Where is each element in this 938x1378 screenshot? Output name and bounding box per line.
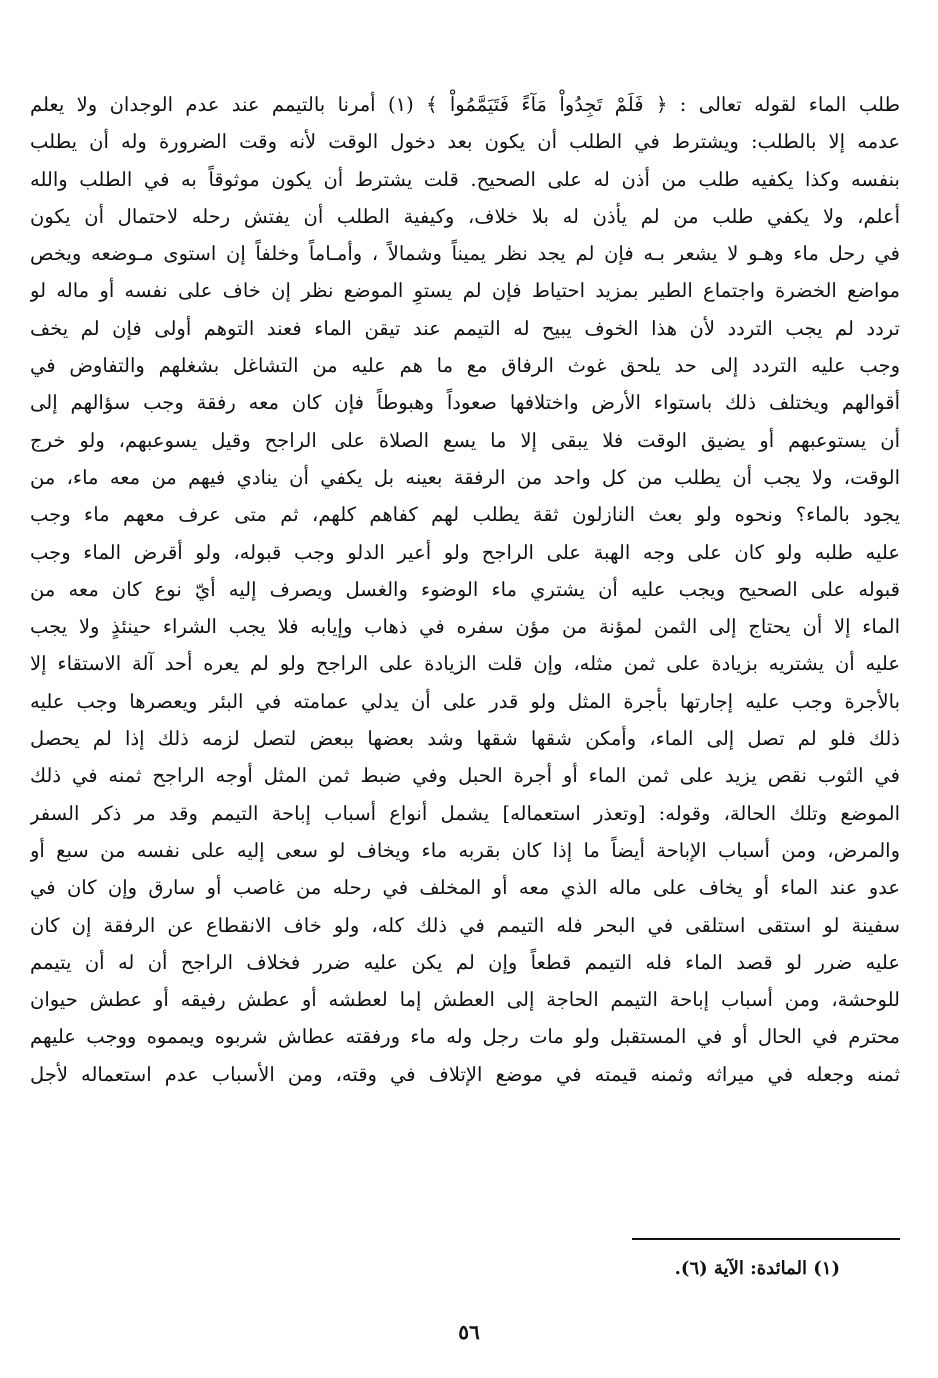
main-text-block	[30, 86, 900, 1093]
text-line: في الثوب نقص يزيد على ثمن الماء أو أجرة الحبل وفي ضبط ثمن المثل أوجه الراجح ثمنه في ذلك	[30, 764, 900, 788]
text-line: عدو عند الماء أو يخاف على ماله الذي معه أو المخلف في رحله من غاصب أو سارق وإن كان في	[30, 876, 900, 900]
text-line: يجود بالماء؟ ونحوه ولو بعث النازلون ثقة يطلب لهم كفاهم كلهم، ثم متى عرف معهم ماء وجب	[30, 503, 900, 527]
text-line: ذلك فلو لم تصل إلى الماء، وأمكن شقها شقها وشد بعضها ببعض لتصل لزمه ذلك إذا لم يحصل	[30, 727, 900, 751]
text-line: مواضع الخضرة واجتماع الطير بمزيد احتياط فإن لم يستوِ الموضع نظر إن خاف على نفسه أو ماله لو	[30, 279, 900, 303]
text-line: عليه طلبه ولو كان على وجه الهبة على الراجح ولو أعير الدلو وجب قبوله، ولو أقرض الماء وجب	[30, 540, 900, 564]
text-line: قبوله على الصحيح ويجب عليه أن يشتري ماء الوضوء والغسل ويصرف إليه أيّ نوع كان معه من	[30, 577, 900, 601]
text-line: طلب الماء لقوله تعالى : ﴿ فَلَمْ تَجِدُواْ مَآءً فَتَيَمَّمُواْ ﴾ (١) أمرنا بالتيمم عند عدم الوجدان ولا يعلم	[30, 93, 900, 116]
text-line: سفينة لو استقى استلقى في البحر فله التيمم في ذلك كله، ولو خاف الانقطاع عن الرفقة إن كان	[30, 913, 900, 937]
text-line: أقوالهم ويختلف ذلك باستواء الأرض واختلافها صعوداً وهبوطاً فإن كان معه رفقة وجب سؤالهم إلى	[30, 391, 900, 415]
text-line: عليه ضرر لو قصد الماء فله التيمم قطعاً وإن لم يكن عليه ضرر فخلاف الراجح أن له أن يتيمم	[30, 950, 900, 974]
text-line: في رحل ماء وهـو لا يشعر بـه فإن لم يجد نظر يميناً وشمالاً ، وأمـاماً وخلفاً إن استوى مـوضعه ويخص	[30, 242, 900, 266]
page-number: ٥٦	[458, 1320, 480, 1344]
text-line: تردد لم يجب التردد لأن هذا الخوف يبيح له التيمم عند تيقن الماء فعند التوهم أولى فإن لم يخف	[30, 316, 900, 340]
text-line: محترم في الحال أو في المستقبل ولو مات رجل وله ماء ورفقته عطاش شربوه ويمموه ووجب عليهم	[30, 1025, 900, 1049]
text-line: عدمه إلا بالطلب: ويشترط في الطلب أن يكون بعد دخول الوقت لأنه وقت الضرورة وله أن يطلب	[30, 130, 900, 154]
text-line: والمرض، ومن أسباب الإباحة أيضاً ما إذا كان بقربه ماء ويخاف لو سعى إليه على نفسه من سبع أو	[30, 838, 900, 862]
footnote-separator	[632, 1238, 900, 1240]
text-line: بنفسه وكذا يكفيه طلب من أذن له على الصحيح. قلت يشترط أن يكون موثوقاً به في الطلب والله	[30, 167, 900, 191]
text-line: الوقت، ولا يجب أن يطلب من كل واحد من الرفقة بعينه بل يكفي أن ينادي فيهم من معه ماء، من	[30, 465, 900, 489]
text-line: ثمنه وجعله في ميراثه وثمنه قيمته في موضع الإتلاف في وقته، ومن الأسباب عدم استعماله لأجل	[30, 1062, 900, 1086]
text-line: عليه أن يشتريه بزيادة على ثمن مثله، وإن قلت الزيادة على الراجح ولو لم يعره أحد آلة الاستقاء إلا	[30, 652, 900, 676]
footnote: (١) المائدة: الآية (٦).	[674, 1258, 840, 1279]
text-line: أن يستوعبهم أو يضيق الوقت فلا يبقى إلا ما يسع الصلاة على الراجح وقيل يسوعبهم، ولو خرج	[30, 428, 900, 452]
text-line: الماء إلا أن يحتاج إلى الثمن لمؤنة من مؤن سفره في ذهاب وإيابه فلا يجب الشراء حينئذٍ ولا يجب	[30, 615, 900, 639]
text-line: وجب عليه التردد إلى حد يلحق غوث الرفاق مع ما هم عليه من التشاغل بشغلهم والتفاوض في	[30, 354, 900, 378]
text-line: للوحشة، ومن أسباب إباحة التيمم الحاجة إلى العطش إما لعطشه أو عطش رفيقه أو عطش حيوان	[30, 988, 900, 1012]
text-line: بالأجرة وجب عليه إجارتها بأجرة المثل ولو قدر على أن يدلي عمامته في البئر ويعصرها وجب عليه	[30, 689, 900, 713]
text-line: الموضع وتلك الحالة، وقوله: [وتعذر استعماله] يشمل أنواع أسباب إباحة التيمم وقد مر ذكر السفر	[30, 801, 900, 825]
text-line: أعلم، ولا يكفي طلب من لم يأذن له بلا خلاف، وكيفية الطلب أن يفتش رحله لاحتمال أن يكون	[30, 204, 900, 228]
